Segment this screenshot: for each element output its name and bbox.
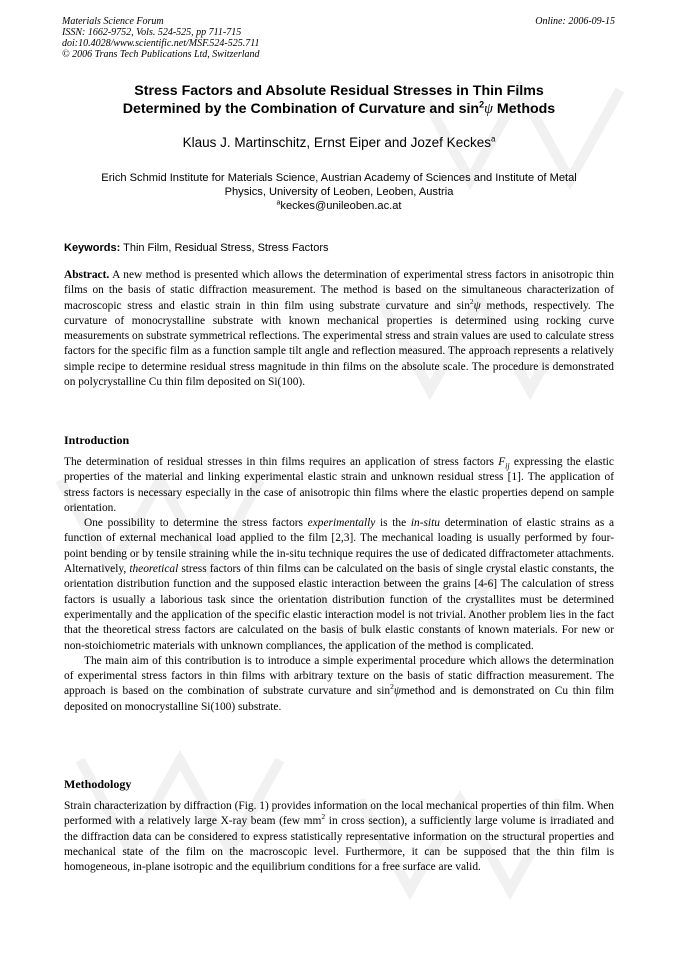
abstract: Abstract. A new method is presented which allows the determination of experimental stress factors in anisotropic thin films on the basis of static diffraction measurement. The method is based on the simultaneous characterization of macroscopic stress and elastic strain in thin film using substrate curvature and $\sin^2\psi$ methods, respectively. The curvature of monocrystalline substrate with known mechanical properties is determined using rocking curve measurements on substrate symmetrical reflections. The experimental stress and strain values are used to calculate stress factors for the specific film as a function sample tilt angle and reflection measured. The approach represents a relatively simple recipe to determine residual stress magnitude in thin films on the absolute scale. The procedure is demonstrated on polycrystalline Cu thin film deposited on Si(100). (64, 269, 614, 389)
methodology-body (64, 799, 614, 875)
keywords-text: Thin Film, Residual Stress, Stress Factors (120, 242, 329, 254)
affiliation-line-2: Physics, University of Leoben, Leoben, Austria (224, 186, 454, 198)
journal-name: Materials Science Forum (62, 16, 164, 27)
keywords (64, 241, 329, 255)
intro-paragraph-3: The main aim of this contribution is to introduce a simple experimental procedure which allows the determination of experimental stress factors in thin films with arbitrary texture on the basis of static diffraction measurement. The approach is based on the combination of substrate curvature and $\sin^2\psi method$ and is demonstrated on Cu thin film deposited on monocrystalline Si(100) substrate. (64, 654, 614, 713)
paper-title (40, 82, 638, 118)
introduction-body (64, 455, 614, 715)
title-line-1: Stress Factors and Absolute Residual Stresses in Thin Films (134, 83, 544, 99)
journal-doi: doi:10.4028/www.scientific.net/MSF.524-525.711 (62, 38, 260, 49)
online-date: Online: 2006-09-15 (535, 16, 615, 27)
abstract-label: Abstract. (64, 269, 110, 281)
intro-paragraph-2: One possibility to determine the stress factors experimentally is the in-situ determination of elastic strains as a function of external mechanical load applied to the film [2,3]. The mechanical loading is usually performed by four-point bending or by tensile straining while the in-situ technique requires the use of dedicated diffractometer attachments. Alternatively, theoretical stress factors of thin films can be calculated on the basis of single crystal elastic constants, the orientation distribution function and the supposed elastic interaction between the grains [4-6] The calculation of stress factors is usually a laborious task since the orientation distribution function of the crystallites must be determined experimentally and the application of the specific elastic interaction model is not trivial. Another problem lies in the fact that the theoretical stress factors are calculated on the basis of bulk elastic constants of known materials. For new or non-stoichiometric materials with unknown compliances, the application of the method is complicated. (64, 517, 615, 652)
section-heading-methodology: Methodology (64, 777, 132, 791)
methodology-paragraph-1: Strain characterization by diffraction (Fig. 1) provides information on the local mechanical properties of thin film. When performed with a relatively large X-ray beam (few $mm^2$ in cross section), a sufficiently large volume is irradiated and the diffraction data can be considered to express statistically representative information on the structural properties and mechanical state of the film on the macroscopic level. Furthermore, it can be supposed that the thin film is homogeneous, in-plane isotropic and the equilibrium conditions for a free surface are valid. (64, 800, 614, 874)
journal-header (62, 16, 260, 60)
author-list: Klaus J. Martinschitz, Ernst Eiper and Jozef Keckes$^a$ (182, 134, 496, 150)
journal-copyright: © 2006 Trans Tech Publications Ltd, Switzerland (62, 49, 260, 60)
affiliation-line-1: Erich Schmid Institute for Materials Science, Austrian Academy of Sciences and Institute of Metal (101, 172, 577, 184)
author-email: $^a$keckes@unileoben.ac.at (276, 199, 402, 212)
section-heading-introduction: Introduction (64, 433, 130, 447)
affiliation (40, 171, 638, 213)
title-line-2: Determined by the Combination of Curvature and $\sin^2\psi$ Methods (122, 99, 556, 117)
intro-paragraph-1: The determination of residual stresses in thin films requires an application of stress factors $F_{ij}$ expressing the elastic properties of the material and linking experimental elastic strain and unknown residual stress [1]. The application of stress factors is necessary especially in the case of anisotropic thin films where the elastic properties depend on sample orientation. (64, 456, 614, 514)
journal-issn: ISSN: 1662-9752, Vols. 524-525, pp 711-715 (62, 27, 242, 38)
keywords-label: Keywords: (64, 242, 121, 254)
